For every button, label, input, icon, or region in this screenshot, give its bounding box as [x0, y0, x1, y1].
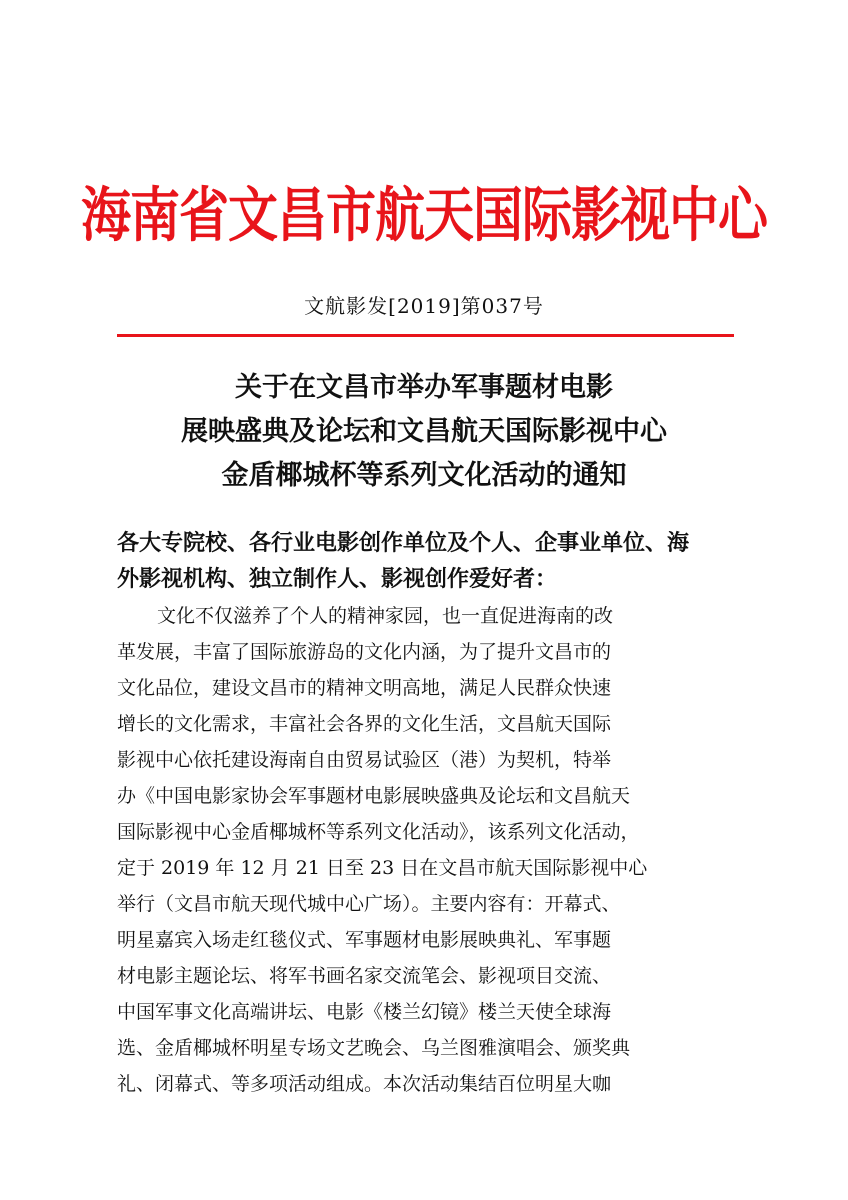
salutation-line: 外影视机构、独立制作人、影视创作爱好者： [117, 567, 558, 592]
body-line: 革发展，丰富了国际旅游岛的文化内涵，为了提升文昌市的 [117, 641, 612, 663]
body-line: 文化品位，建设文昌市的精神文明高地，满足人民群众快速 [117, 677, 612, 699]
body-paragraph [117, 598, 737, 1102]
body-line: 定于 2019 年 12 月 21 日至 23 日在文昌市航天国际影视中心 [117, 857, 648, 879]
red-divider-rule [117, 334, 734, 337]
body-line: 选、金盾椰城杯明星专场文艺晚会、乌兰图雅演唱会、颁奖典 [117, 1037, 631, 1059]
body-line: 明星嘉宾入场走红毯仪式、军事题材电影展映典礼、军事题 [117, 929, 612, 951]
notice-title [0, 366, 848, 498]
salutation-line: 各大专院校、各行业电影创作单位及个人、企事业单位、海 [117, 531, 690, 556]
salutation [117, 526, 737, 598]
body-line: 文化不仅滋养了个人的精神家园，也一直促进海南的改 [157, 605, 614, 627]
body-line: 举行（文昌市航天现代城中心广场）。主要内容有：开幕式、 [117, 893, 621, 915]
body-line: 影视中心依托建设海南自由贸易试验区（港）为契机，特举 [117, 749, 612, 771]
body-line: 礼、闭幕式、等多项活动组成。本次活动集结百位明星大咖 [117, 1073, 612, 1095]
body-line: 国际影视中心金盾椰城杯等系列文化活动》，该系列文化活动， [117, 821, 640, 843]
organization-letterhead: 海南省文昌市航天国际影视中心 [81, 180, 767, 250]
title-line: 展映盛典及论坛和文昌航天国际影视中心 [181, 416, 667, 447]
title-line: 金盾椰城杯等系列文化活动的通知 [221, 460, 627, 491]
body-line: 增长的文化需求，丰富社会各界的文化生活，文昌航天国际 [117, 713, 612, 735]
body-line: 材电影主题论坛、将军书画名家交流笔会、影视项目交流、 [117, 965, 612, 987]
body-line: 中国军事文化高端讲坛、电影《楼兰幻镜》楼兰天使全球海 [117, 1001, 612, 1023]
body-line: 办《中国电影家协会军事题材电影展映盛典及论坛和文昌航天 [117, 785, 631, 807]
document-number: 文航影发[2019]第037号 [304, 294, 544, 318]
title-line: 关于在文昌市举办军事题材电影 [235, 372, 613, 403]
